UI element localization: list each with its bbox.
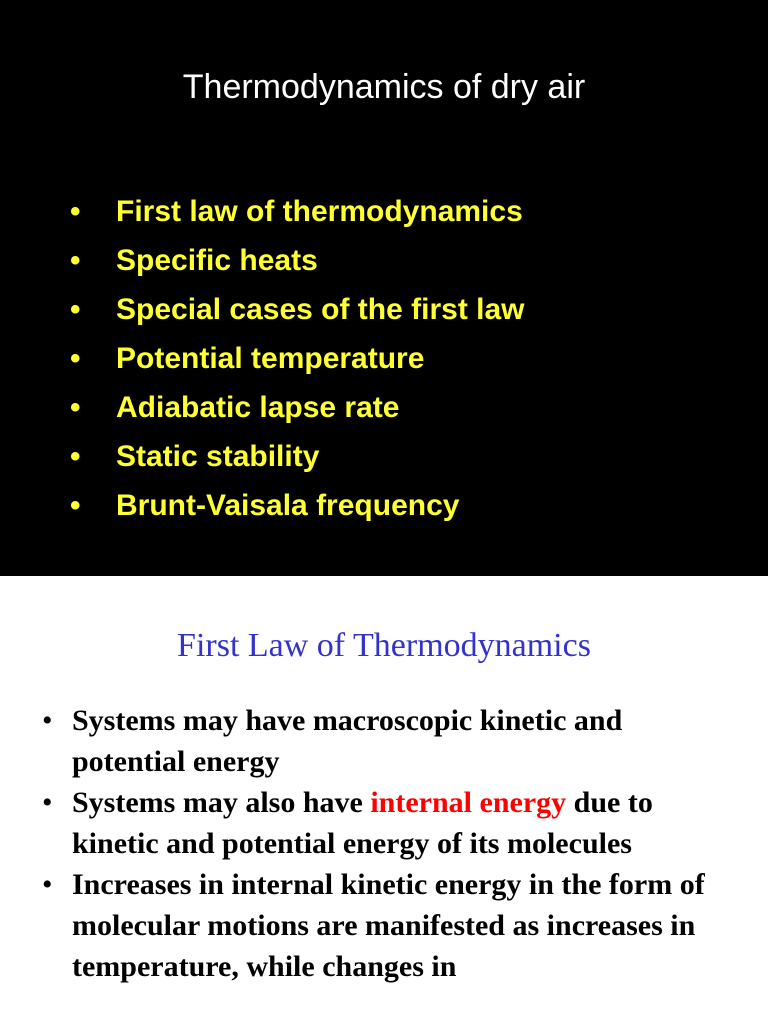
topic-item: [70, 386, 525, 435]
bullet-text-before: Systems may also have: [72, 786, 371, 819]
topic-item: [70, 190, 525, 239]
slide1-title: Thermodynamics of dry air: [182, 68, 586, 106]
topic-item: [70, 239, 525, 288]
bullet-icon: •: [70, 342, 81, 375]
bullet-icon: •: [42, 868, 53, 901]
topic-item: [70, 484, 525, 533]
bullet-icon: •: [70, 489, 81, 522]
topic-label: Specific heats: [116, 244, 318, 277]
bullet-icon: •: [42, 786, 53, 819]
slide-first-law: [0, 576, 768, 1024]
bullet-icon: •: [70, 391, 81, 424]
highlight-internal-energy: internal energy: [370, 786, 567, 819]
first-law-bullet: [42, 864, 742, 987]
first-law-bullet: [42, 782, 742, 864]
topic-label: Special cases of the first law: [116, 293, 525, 326]
bullet-icon: •: [70, 440, 81, 473]
topic-label: Static stability: [116, 440, 320, 473]
bullet-text: Systems may have macroscopic kinetic and potential energy: [72, 704, 623, 778]
bullet-text: Increases in internal kinetic energy in the form of molecular motions are manifested as increases in temperature, while changes in: [72, 868, 705, 983]
first-law-bullet: [42, 700, 742, 782]
topic-label: First law of thermodynamics: [116, 195, 523, 228]
topic-item: [70, 337, 525, 386]
first-law-bullet-list: [42, 700, 742, 987]
topic-label: Potential temperature: [116, 342, 425, 375]
bullet-text-after: due to kinetic and potential energy of its molecules: [72, 786, 653, 860]
topic-item: [70, 288, 525, 337]
bullet-icon: •: [70, 293, 81, 326]
bullet-icon: •: [42, 704, 53, 737]
topic-label: Brunt-Vaisala frequency: [116, 489, 460, 522]
topic-item: [70, 435, 525, 484]
slide2-title: First Law of Thermodynamics: [177, 627, 591, 664]
bullet-icon: •: [70, 195, 81, 228]
topic-list: [70, 190, 525, 533]
topic-label: Adiabatic lapse rate: [116, 391, 400, 424]
bullet-icon: •: [70, 244, 81, 277]
